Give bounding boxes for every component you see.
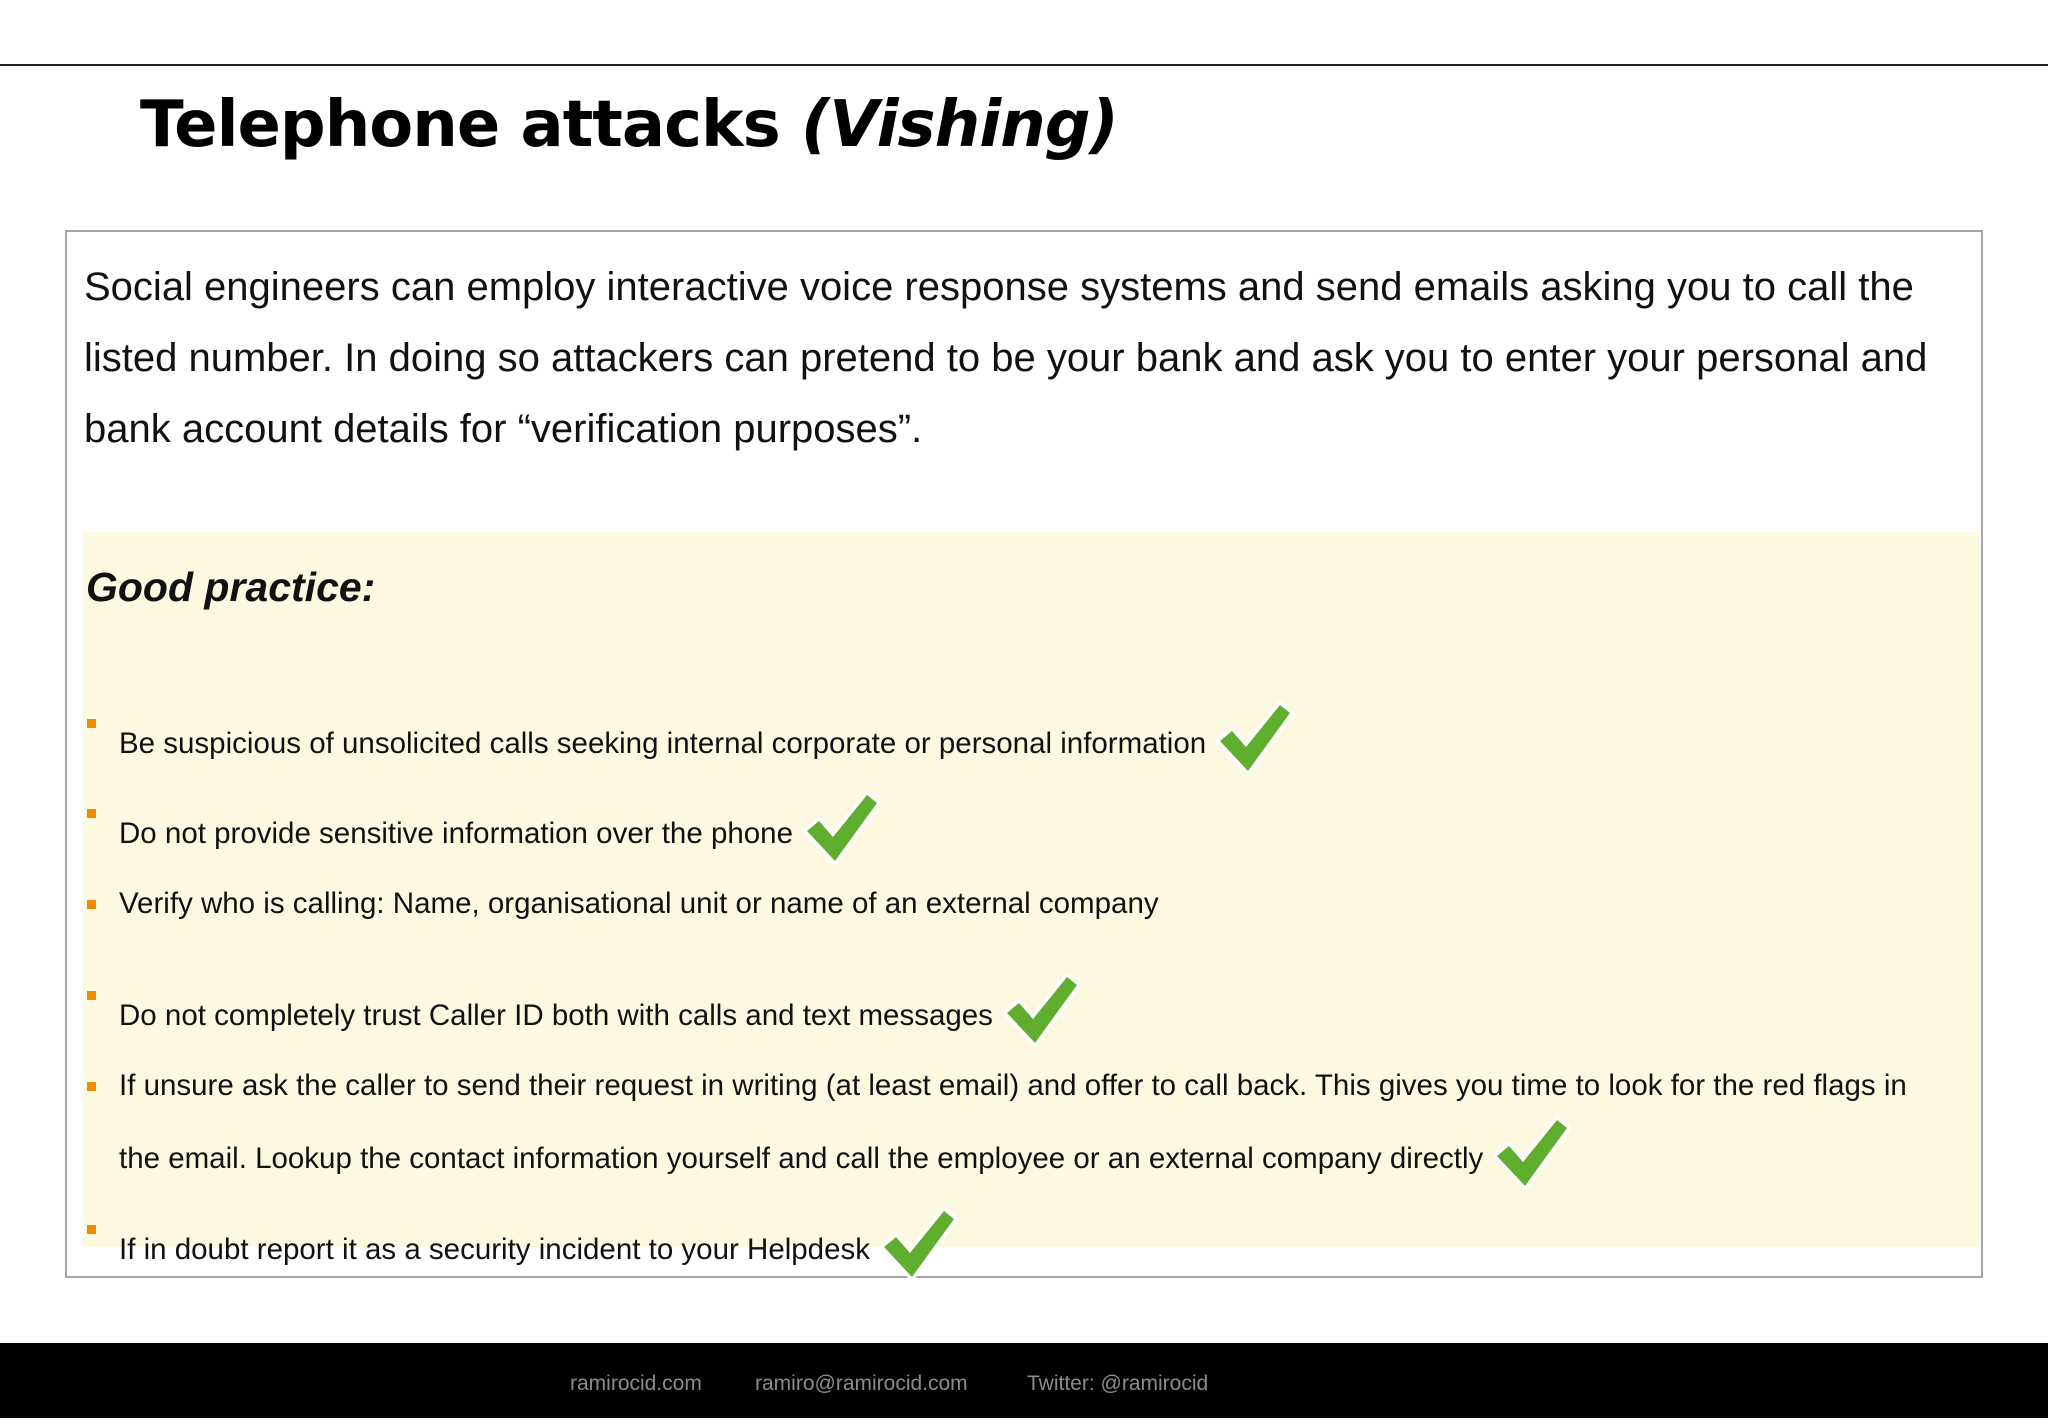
good-practice-heading: Good practice: <box>86 564 376 610</box>
checkmark-icon <box>801 787 881 867</box>
practice-item-content <box>119 878 1929 930</box>
checkmark-icon <box>1491 1112 1571 1192</box>
footer-twitter-link[interactable]: Twitter: @ramirocid <box>1027 1372 1209 1395</box>
practice-item-content <box>119 1060 1929 1192</box>
footer-website-link[interactable]: ramirocid.com <box>570 1372 702 1395</box>
checkmark-icon <box>878 1203 958 1283</box>
practice-item-content <box>119 1203 1929 1283</box>
square-bullet-icon <box>87 1225 96 1234</box>
content-box <box>65 230 1983 1278</box>
good-practice-panel <box>83 532 1979 1266</box>
practice-item-content <box>119 697 1929 777</box>
practice-item-text: Be suspicious of unsolicited calls seeking internal corporate or personal information <box>119 727 1207 760</box>
practice-item-content <box>119 787 1929 867</box>
practice-item-text: Do not completely trust Caller ID both with calls and text messages <box>119 999 993 1032</box>
square-bullet-icon <box>87 900 96 909</box>
page-title <box>140 80 1118 170</box>
square-bullet-icon <box>87 719 96 728</box>
practice-item-text: Verify who is calling: Name, organisational unit or name of an external company <box>119 887 1159 920</box>
intro-paragraph: Social engineers can employ interactive voice response systems and send emails asking you to call the listed number. In doing so attackers can pretend to be your bank and ask you to enter your personal and bank account details for “verification purposes”. <box>84 265 1928 451</box>
top-divider <box>0 64 2048 66</box>
practice-item-text: If unsure ask the caller to send their request in writing (at least email) and offer to call back. This gives you time to look for the red flags in the email. Lookup the contact information yourself and call the employee or an external company directly <box>119 1069 1907 1175</box>
title-italic: (Vishing) <box>800 88 1118 162</box>
footer-email-link[interactable]: ramiro@ramirocid.com <box>755 1372 968 1395</box>
practice-item-text: Do not provide sensitive information over the phone <box>119 817 793 850</box>
footer-bar <box>0 1343 2048 1418</box>
square-bullet-icon <box>87 809 96 818</box>
practice-item-text: If in doubt report it as a security incident to your Helpdesk <box>119 1233 870 1266</box>
checkmark-icon <box>1214 697 1294 777</box>
practice-item-content <box>119 969 1929 1049</box>
checkmark-icon <box>1001 969 1081 1049</box>
square-bullet-icon <box>87 991 96 1000</box>
square-bullet-icon <box>87 1082 96 1091</box>
title-main: Telephone attacks <box>140 88 801 162</box>
